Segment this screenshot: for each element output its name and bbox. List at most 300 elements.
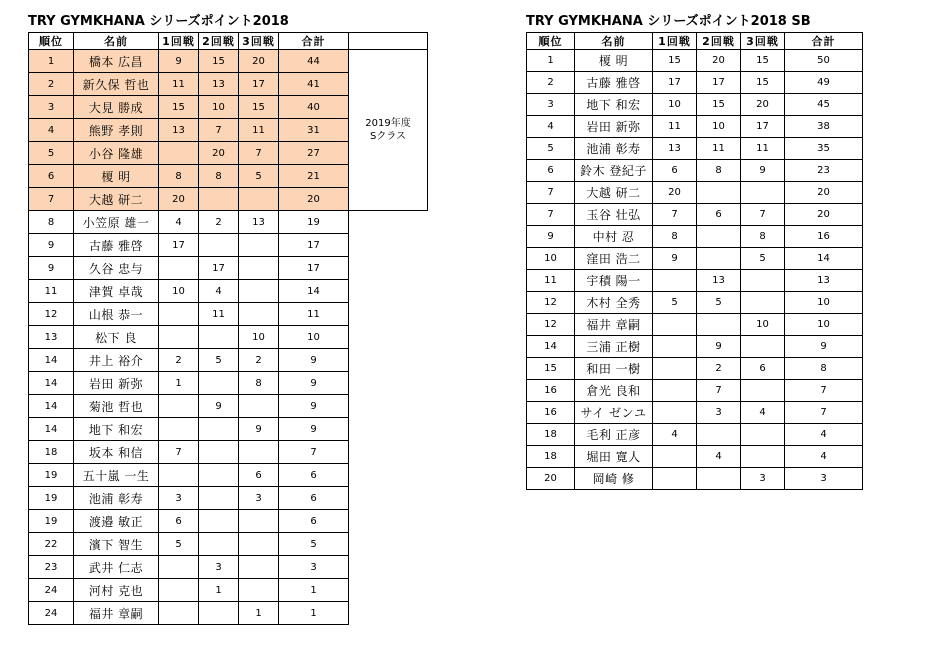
round2-cell: 3 [697, 402, 741, 424]
round3-cell: 11 [741, 138, 785, 160]
rank-cell: 9 [527, 226, 575, 248]
round3-cell [741, 292, 785, 314]
class-note-label: Sクラス [369, 131, 407, 142]
rank-cell: 3 [527, 94, 575, 116]
total-cell: 3 [785, 468, 863, 490]
round2-cell [199, 372, 239, 395]
empty-cell [349, 303, 428, 326]
round2-cell: 10 [199, 96, 239, 119]
round2-cell [199, 602, 239, 625]
round3-cell: 8 [239, 372, 279, 395]
total-cell: 11 [279, 303, 349, 326]
round3-cell: 11 [239, 119, 279, 142]
total-cell: 10 [785, 314, 863, 336]
round2-cell [199, 418, 239, 441]
table-row [29, 602, 428, 625]
round3-cell: 9 [741, 160, 785, 182]
total-cell: 49 [785, 72, 863, 94]
name-cell: 岩田 新弥 [74, 372, 159, 395]
table-row [29, 441, 428, 464]
table-row [527, 248, 863, 270]
rank-cell: 10 [527, 248, 575, 270]
rank-cell: 19 [29, 487, 74, 510]
rank-cell: 7 [527, 182, 575, 204]
total-cell: 13 [785, 270, 863, 292]
round1-cell: 17 [159, 234, 199, 257]
table-row [527, 204, 863, 226]
table-row [527, 182, 863, 204]
name-cell: 武井 仁志 [74, 556, 159, 579]
name-cell: 地下 和宏 [575, 94, 653, 116]
empty-cell [349, 395, 428, 418]
round3-cell [239, 257, 279, 280]
header-round3: 3回戦 [741, 33, 785, 50]
round2-cell [199, 234, 239, 257]
rank-cell: 14 [29, 349, 74, 372]
round2-cell: 7 [199, 119, 239, 142]
total-cell: 4 [785, 424, 863, 446]
round1-cell [653, 468, 697, 490]
round3-cell [239, 441, 279, 464]
round1-cell: 7 [159, 441, 199, 464]
round2-cell: 20 [697, 50, 741, 72]
round3-cell [741, 270, 785, 292]
header-note [349, 33, 428, 50]
round2-cell: 15 [697, 94, 741, 116]
round3-cell: 3 [741, 468, 785, 490]
rank-cell: 19 [29, 464, 74, 487]
rank-cell: 12 [29, 303, 74, 326]
total-cell: 35 [785, 138, 863, 160]
table-header-row [527, 33, 863, 50]
empty-cell [349, 441, 428, 464]
round1-cell: 9 [653, 248, 697, 270]
rank-cell: 14 [527, 336, 575, 358]
name-cell: 大越 研二 [74, 188, 159, 211]
rank-cell: 11 [527, 270, 575, 292]
rank-cell: 9 [29, 257, 74, 280]
round3-cell: 1 [239, 602, 279, 625]
total-cell: 9 [279, 395, 349, 418]
round3-cell: 15 [741, 72, 785, 94]
total-cell: 20 [279, 188, 349, 211]
standings-table-sb [526, 32, 863, 490]
round1-cell: 9 [159, 50, 199, 73]
round3-cell [741, 424, 785, 446]
round2-cell: 8 [697, 160, 741, 182]
round1-cell: 6 [159, 510, 199, 533]
round2-cell [697, 226, 741, 248]
round2-cell: 4 [199, 280, 239, 303]
total-cell: 9 [279, 349, 349, 372]
name-cell: 津賀 卓哉 [74, 280, 159, 303]
round3-cell [239, 510, 279, 533]
round2-cell: 11 [697, 138, 741, 160]
rank-cell: 22 [29, 533, 74, 556]
round3-cell [239, 533, 279, 556]
round1-cell: 13 [653, 138, 697, 160]
round1-cell: 10 [653, 94, 697, 116]
round2-cell [697, 248, 741, 270]
total-cell: 4 [785, 446, 863, 468]
round2-cell: 13 [697, 270, 741, 292]
name-cell: 木村 全秀 [575, 292, 653, 314]
round2-cell [199, 188, 239, 211]
rank-cell: 7 [527, 204, 575, 226]
round1-cell [159, 142, 199, 165]
round2-cell: 2 [199, 211, 239, 234]
header-round3: 3回戦 [239, 33, 279, 50]
table-row [527, 270, 863, 292]
total-cell: 10 [279, 326, 349, 349]
rank-cell: 18 [29, 441, 74, 464]
name-cell: 坂本 和信 [74, 441, 159, 464]
name-cell: 松下 良 [74, 326, 159, 349]
rank-cell: 13 [29, 326, 74, 349]
rank-cell: 16 [527, 380, 575, 402]
total-cell: 1 [279, 602, 349, 625]
empty-cell [349, 487, 428, 510]
rank-cell: 12 [527, 314, 575, 336]
round2-cell: 8 [199, 165, 239, 188]
total-cell: 50 [785, 50, 863, 72]
empty-cell [349, 372, 428, 395]
round3-cell: 4 [741, 402, 785, 424]
round1-cell: 17 [653, 72, 697, 94]
name-cell: 小谷 隆雄 [74, 142, 159, 165]
empty-cell [349, 349, 428, 372]
round2-cell: 1 [199, 579, 239, 602]
total-cell: 6 [279, 487, 349, 510]
name-cell: 福井 章嗣 [575, 314, 653, 336]
header-name: 名前 [74, 33, 159, 50]
empty-cell [349, 280, 428, 303]
class-note [349, 50, 428, 211]
total-cell: 1 [279, 579, 349, 602]
round2-cell: 17 [697, 72, 741, 94]
round3-cell [239, 579, 279, 602]
empty-cell [349, 418, 428, 441]
round1-cell [653, 446, 697, 468]
rank-cell: 14 [29, 372, 74, 395]
total-cell: 8 [785, 358, 863, 380]
total-cell: 21 [279, 165, 349, 188]
name-cell: 井上 裕介 [74, 349, 159, 372]
round1-cell: 10 [159, 280, 199, 303]
round3-cell: 6 [741, 358, 785, 380]
total-cell: 27 [279, 142, 349, 165]
table-row [29, 510, 428, 533]
name-cell: 熊野 孝則 [74, 119, 159, 142]
total-cell: 7 [785, 380, 863, 402]
header-round2: 2回戦 [199, 33, 239, 50]
round2-cell [199, 441, 239, 464]
table-row [29, 257, 428, 280]
round1-cell [653, 314, 697, 336]
name-cell: 渡邉 敏正 [74, 510, 159, 533]
round3-cell: 5 [239, 165, 279, 188]
rank-cell: 24 [29, 602, 74, 625]
table-row [527, 468, 863, 490]
name-cell: 玉谷 壮弘 [575, 204, 653, 226]
table-row [29, 211, 428, 234]
round3-cell: 17 [741, 116, 785, 138]
total-cell: 6 [279, 510, 349, 533]
empty-cell [349, 602, 428, 625]
round1-cell [159, 464, 199, 487]
name-cell: 岡崎 修 [575, 468, 653, 490]
right-table-title: TRY GYMKHANA シリーズポイント2018 SB [526, 14, 811, 29]
total-cell: 3 [279, 556, 349, 579]
table-row [527, 116, 863, 138]
rank-cell: 7 [29, 188, 74, 211]
table-header-row [29, 33, 428, 50]
round3-cell [239, 280, 279, 303]
rank-cell: 24 [29, 579, 74, 602]
name-cell: 地下 和宏 [74, 418, 159, 441]
rank-cell: 8 [29, 211, 74, 234]
total-cell: 20 [785, 182, 863, 204]
round1-cell [159, 418, 199, 441]
rank-cell: 5 [527, 138, 575, 160]
table-row [29, 372, 428, 395]
total-cell: 6 [279, 464, 349, 487]
rank-cell: 18 [527, 446, 575, 468]
round1-cell: 2 [159, 349, 199, 372]
name-cell: 新久保 哲也 [74, 73, 159, 96]
rank-cell: 14 [29, 418, 74, 441]
header-rank: 順位 [527, 33, 575, 50]
table-row [29, 395, 428, 418]
table-row [527, 402, 863, 424]
round3-cell: 10 [239, 326, 279, 349]
round2-cell [697, 424, 741, 446]
name-cell: 窪田 浩二 [575, 248, 653, 270]
name-cell: 池浦 彰寿 [74, 487, 159, 510]
round3-cell: 15 [239, 96, 279, 119]
name-cell: 毛利 正彦 [575, 424, 653, 446]
table-row [29, 234, 428, 257]
total-cell: 9 [785, 336, 863, 358]
rank-cell: 18 [527, 424, 575, 446]
total-cell: 14 [785, 248, 863, 270]
round1-cell: 4 [653, 424, 697, 446]
name-cell: 古藤 雅啓 [575, 72, 653, 94]
round1-cell [159, 395, 199, 418]
round2-cell [697, 468, 741, 490]
name-cell: 中村 忍 [575, 226, 653, 248]
table-row [29, 579, 428, 602]
name-cell: 岩田 新弥 [575, 116, 653, 138]
name-cell: 堀田 寛人 [575, 446, 653, 468]
rank-cell: 19 [29, 510, 74, 533]
rank-cell: 1 [527, 50, 575, 72]
table-row [29, 418, 428, 441]
round3-cell: 3 [239, 487, 279, 510]
round1-cell: 8 [159, 165, 199, 188]
round3-cell [239, 556, 279, 579]
round1-cell: 15 [159, 96, 199, 119]
round3-cell [239, 234, 279, 257]
round3-cell: 6 [239, 464, 279, 487]
rank-cell: 16 [527, 402, 575, 424]
round3-cell: 15 [741, 50, 785, 72]
total-cell: 41 [279, 73, 349, 96]
rank-cell: 20 [527, 468, 575, 490]
round3-cell: 9 [239, 418, 279, 441]
total-cell: 38 [785, 116, 863, 138]
name-cell: 榎 明 [575, 50, 653, 72]
round3-cell: 8 [741, 226, 785, 248]
round1-cell [653, 336, 697, 358]
round3-cell: 2 [239, 349, 279, 372]
total-cell: 10 [785, 292, 863, 314]
table-row [29, 533, 428, 556]
table-row [29, 464, 428, 487]
name-cell: 三浦 正樹 [575, 336, 653, 358]
round3-cell: 10 [741, 314, 785, 336]
left-table-title: TRY GYMKHANA シリーズポイント2018 [28, 14, 289, 29]
name-cell: 榎 明 [74, 165, 159, 188]
round1-cell: 6 [653, 160, 697, 182]
round2-cell: 11 [199, 303, 239, 326]
empty-cell [349, 556, 428, 579]
table-row [527, 336, 863, 358]
table-row [527, 292, 863, 314]
header-round1: 1回戦 [653, 33, 697, 50]
round1-cell: 7 [653, 204, 697, 226]
total-cell: 19 [279, 211, 349, 234]
table-row [527, 94, 863, 116]
round2-cell: 17 [199, 257, 239, 280]
name-cell: 古藤 雅啓 [74, 234, 159, 257]
round2-cell [199, 464, 239, 487]
round2-cell [697, 314, 741, 336]
round1-cell [159, 579, 199, 602]
rank-cell: 11 [29, 280, 74, 303]
total-cell: 9 [279, 418, 349, 441]
name-cell: 菊池 哲也 [74, 395, 159, 418]
header-name: 名前 [575, 33, 653, 50]
empty-cell [349, 234, 428, 257]
name-cell: 河村 克也 [74, 579, 159, 602]
table-row [29, 487, 428, 510]
rank-cell: 2 [29, 73, 74, 96]
name-cell: 鈴木 登紀子 [575, 160, 653, 182]
round1-cell [653, 358, 697, 380]
round2-cell [697, 182, 741, 204]
name-cell: 小笠原 雄一 [74, 211, 159, 234]
round1-cell: 11 [653, 116, 697, 138]
round2-cell: 10 [697, 116, 741, 138]
round1-cell: 5 [653, 292, 697, 314]
table-row [527, 446, 863, 468]
rank-cell: 4 [527, 116, 575, 138]
table-row [527, 380, 863, 402]
rank-cell: 12 [527, 292, 575, 314]
round3-cell: 13 [239, 211, 279, 234]
total-cell: 17 [279, 257, 349, 280]
round1-cell: 3 [159, 487, 199, 510]
total-cell: 40 [279, 96, 349, 119]
empty-cell [349, 579, 428, 602]
round1-cell [159, 303, 199, 326]
standings-table-s [28, 32, 428, 625]
header-rank: 順位 [29, 33, 74, 50]
rank-cell: 1 [29, 50, 74, 73]
table-row [29, 280, 428, 303]
name-cell: サイ ゼンユ [575, 402, 653, 424]
rank-cell: 9 [29, 234, 74, 257]
round2-cell: 6 [697, 204, 741, 226]
round1-cell: 15 [653, 50, 697, 72]
round1-cell: 20 [653, 182, 697, 204]
round3-cell: 5 [741, 248, 785, 270]
round3-cell: 20 [741, 94, 785, 116]
round3-cell [741, 182, 785, 204]
round2-cell [199, 487, 239, 510]
rank-cell: 14 [29, 395, 74, 418]
round2-cell: 7 [697, 380, 741, 402]
round3-cell: 20 [239, 50, 279, 73]
round2-cell [199, 326, 239, 349]
round3-cell: 7 [741, 204, 785, 226]
total-cell: 31 [279, 119, 349, 142]
table-row [527, 314, 863, 336]
round1-cell [159, 602, 199, 625]
round2-cell: 5 [697, 292, 741, 314]
table-row [29, 349, 428, 372]
round1-cell: 20 [159, 188, 199, 211]
total-cell: 7 [785, 402, 863, 424]
class-note-year: 2019年度 [365, 118, 411, 129]
table-row [29, 303, 428, 326]
empty-cell [349, 533, 428, 556]
round2-cell: 15 [199, 50, 239, 73]
name-cell: 和田 一樹 [575, 358, 653, 380]
empty-cell [349, 257, 428, 280]
round1-cell: 13 [159, 119, 199, 142]
round2-cell: 3 [199, 556, 239, 579]
round1-cell: 1 [159, 372, 199, 395]
total-cell: 7 [279, 441, 349, 464]
header-round1: 1回戦 [159, 33, 199, 50]
round1-cell: 11 [159, 73, 199, 96]
total-cell: 44 [279, 50, 349, 73]
name-cell: 宇積 陽一 [575, 270, 653, 292]
round2-cell: 5 [199, 349, 239, 372]
table-row [527, 138, 863, 160]
header-total: 合計 [279, 33, 349, 50]
total-cell: 45 [785, 94, 863, 116]
name-cell: 大見 勝成 [74, 96, 159, 119]
name-cell: 久谷 忠与 [74, 257, 159, 280]
round2-cell [199, 533, 239, 556]
name-cell: 橋本 広昌 [74, 50, 159, 73]
rank-cell: 6 [29, 165, 74, 188]
round1-cell [653, 270, 697, 292]
round1-cell: 4 [159, 211, 199, 234]
name-cell: 池浦 彰寿 [575, 138, 653, 160]
round3-cell [239, 303, 279, 326]
rank-cell: 23 [29, 556, 74, 579]
total-cell: 17 [279, 234, 349, 257]
name-cell: 福井 章嗣 [74, 602, 159, 625]
total-cell: 23 [785, 160, 863, 182]
round3-cell: 17 [239, 73, 279, 96]
round3-cell: 7 [239, 142, 279, 165]
round2-cell: 20 [199, 142, 239, 165]
